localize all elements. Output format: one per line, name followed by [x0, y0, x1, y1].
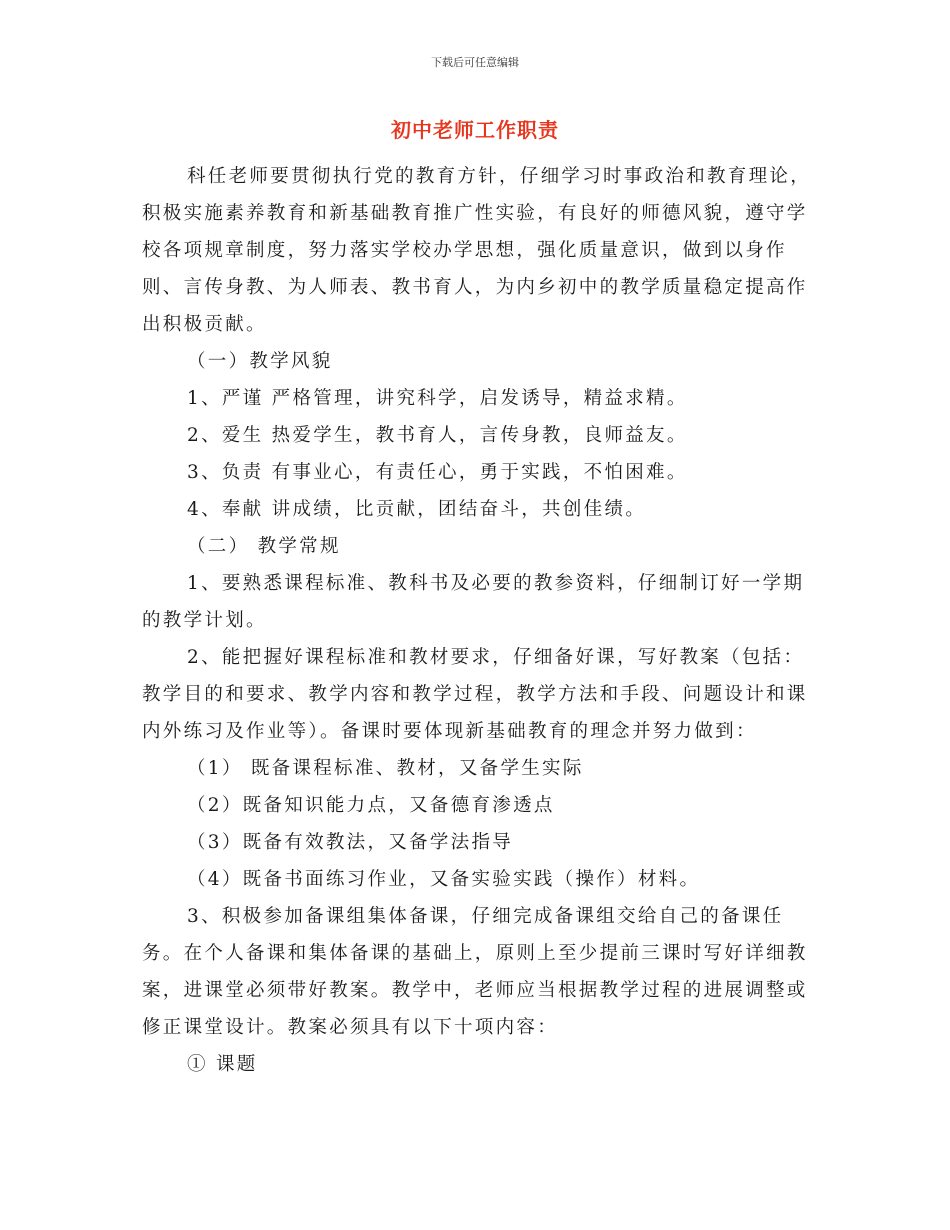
sub-list-item: （1） 既备课程标准、教材，又备学生实际 — [187, 758, 584, 779]
list-item: 2、能把握好课程标准和教材要求，仔细备好课，写好教案（包括：教学目的和要求、教学内容和教学过程，教学方法和手段、问题设计和课内外练习及作业等）。备课时要体现新基础教育的理念并努力做到： — [142, 647, 808, 742]
list-item: 3、负责 有事业心，有责任心，勇于实践，不怕困难。 — [187, 462, 688, 483]
intro-paragraph: 科任老师要贯彻执行党的教育方针，仔细学习时事政治和教育理论，积极实施素养教育和新基础教育推广性实验，有良好的师德风貌，遵守学校各项规章制度，努力落实学校办学思想，强化质量意识，做到以身作则、言传身教、为人师表、教书育人，为内乡初中的教学质量稳定提高作出积极贡献。 — [142, 166, 812, 335]
list-item: 3、积极参加备课组集体备课，仔细完成备课组交给自己的备课任务。在个人备课和集体备课的基础上，原则上至少提前三课时写好详细教案，进课堂必须带好教案。教学中，老师应当根据教学过程的进展调整或修正课堂设计。教案必须具有以下十项内容： — [142, 906, 808, 1038]
list-item: 2、爱生 热爱学生，教书育人，言传身教，良师益友。 — [187, 425, 688, 446]
list-item: 4、奉献 讲成绩，比贡献，团结奋斗，共创佳绩。 — [187, 499, 647, 520]
sub-list-item: （4）既备书面练习作业，又备实验实践（操作）材料。 — [187, 869, 701, 890]
list-item: 1、要熟悉课程标准、教科书及必要的教参资料，仔细制订好一学期的教学计划。 — [142, 573, 805, 631]
header-note: 下载后可任意编辑 — [431, 56, 519, 69]
document-body — [142, 158, 814, 1083]
section-heading-2: （二） 教学常规 — [187, 536, 341, 557]
sub-list-item: （2）既备知识能力点，又备德育渗透点 — [187, 795, 555, 816]
numbered-item: ① 课题 — [187, 1054, 258, 1075]
section-heading-1: （一）教学风貌 — [187, 351, 333, 372]
document-title: 初中老师工作职责 — [391, 118, 559, 142]
sub-list-item: （3）既备有效教法，又备学法指导 — [187, 832, 514, 853]
list-item: 1、严谨 严格管理，讲究科学，启发诱导，精益求精。 — [187, 388, 688, 409]
